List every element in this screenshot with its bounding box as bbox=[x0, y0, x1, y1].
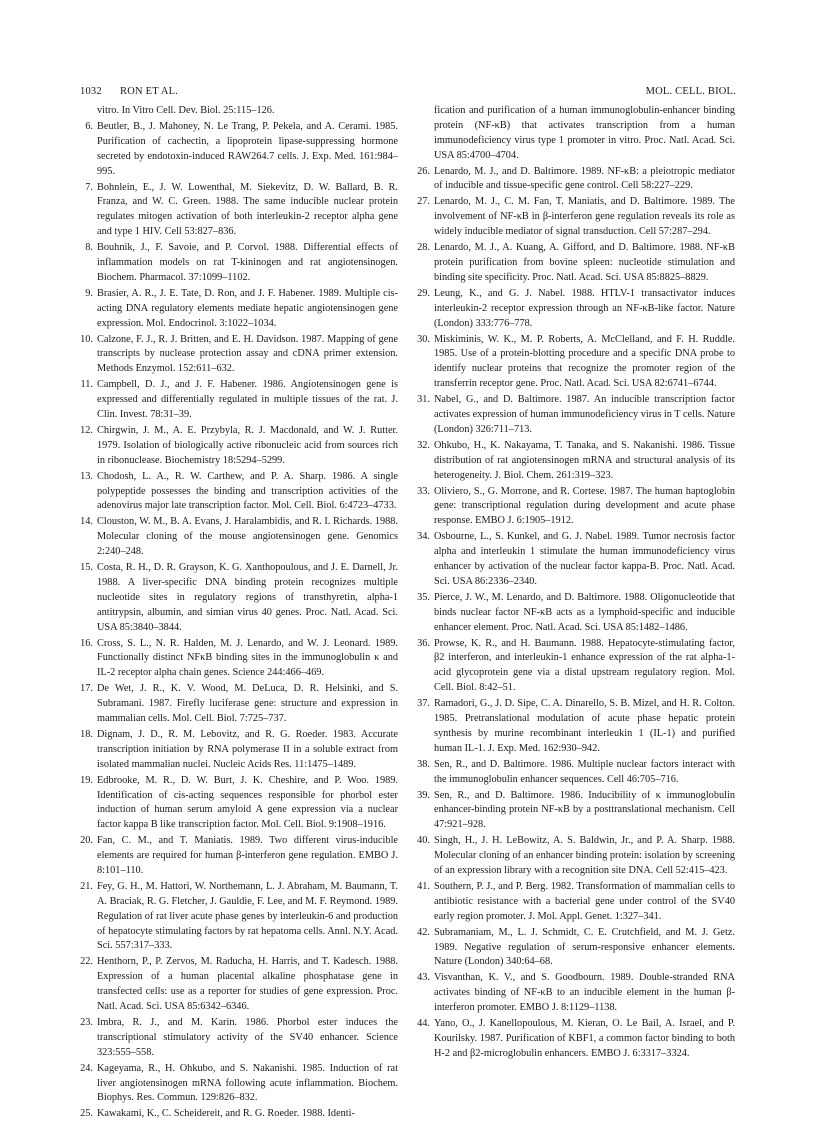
reference-list-left bbox=[80, 120, 398, 1122]
reference-text: Lenardo, M. J., and D. Baltimore. 1989. NF-κB: a pleiotropic mediator of inducible and tissue-specific gene control. Cell 58:227–229. bbox=[434, 165, 735, 192]
reference-text: Pierce, J. W., M. Lenardo, and D. Baltimore. 1988. Oligonucleotide that binds nuclear factor NF-κB acts as a lymphoid-specific and inducible enhancer element. Proc. Natl. Acad. Sci. USA 85:1482–1486. bbox=[434, 591, 735, 633]
reference-text: Ramadori, G., J. D. Sipe, C. A. Dinarello, S. B. Mizel, and H. R. Colton. 1985. Pretranslational modulation of acute phase hepatic protein synthesis by murine recombinant interleukin 1 (IL-1) and purified human IL-1. J. Exp. Med. 162:930–942. bbox=[434, 698, 735, 754]
reference-number: 25. bbox=[80, 1108, 93, 1120]
reference-entry bbox=[417, 195, 735, 240]
reference-entry bbox=[417, 637, 735, 696]
reference-number: 19. bbox=[80, 774, 93, 786]
reference-number: 18. bbox=[80, 729, 93, 741]
reference-text: Costa, R. H., D. R. Grayson, K. G. Xanthopoulous, and J. E. Darnell, Jr. 1988. A liver-specific DNA binding protein recognizes multiple nucleotide sites in regulatory regions of transthyretin, alpha-1 antitrypsin, albumin, and simian virus 40 genes. Proc. Natl. Acad. Sci. USA 85:3840–3844. bbox=[97, 562, 398, 633]
reference-number: 34. bbox=[417, 531, 430, 543]
reference-entry bbox=[417, 439, 735, 484]
reference-entry bbox=[80, 470, 398, 515]
reference-continuation: vitro. In Vitro Cell. Dev. Biol. 25:115–126. bbox=[97, 105, 275, 116]
reference-entry bbox=[417, 834, 735, 879]
reference-number: 40. bbox=[417, 835, 430, 847]
reference-number: 12. bbox=[80, 425, 93, 437]
reference-number: 15. bbox=[80, 562, 93, 574]
reference-entry bbox=[80, 637, 398, 682]
reference-number: 20. bbox=[80, 835, 93, 847]
reference-text: Henthorn, P., P. Zervos, M. Raducha, H. Harris, and T. Kadesch. 1988. Expression of a human placental alkaline phosphatase gene in transfected cells: use as a reporter for studies of gene expression. Proc. Natl. Acad. Sci. USA 85:6342–6346. bbox=[97, 956, 398, 1012]
reference-number: 30. bbox=[417, 333, 430, 345]
reference-number: 44. bbox=[417, 1018, 430, 1030]
reference-number: 38. bbox=[417, 758, 430, 770]
reference-text: Kawakami, K., C. Scheidereit, and R. G. Roeder. 1988. Identi- bbox=[97, 1108, 355, 1120]
reference-number: 41. bbox=[417, 881, 430, 893]
reference-text: Leung, K., and G. J. Nabel. 1988. HTLV-1 transactivator induces interleukin-2 receptor expression through an NF-κB-like factor. Nature (London) 333:776–778. bbox=[434, 287, 735, 329]
reference-entry bbox=[417, 697, 735, 756]
reference-text: Edbrooke, M. R., D. W. Burt, J. K. Cheshire, and P. Woo. 1989. Identification of cis-acting sequences responsible for phorbol ester induction of human serum amyloid A gene expression via a nuclear factor kappa B like transcription factor. Mol. Cell. Biol. 9:1908–1916. bbox=[97, 774, 398, 831]
reference-number: 22. bbox=[80, 956, 93, 968]
reference-text: Sen, R., and D. Baltimore. 1986. Multiple nuclear factors interact with the immunoglobulin enhancer sequences. Cell 46:705–716. bbox=[434, 758, 735, 785]
reference-entry bbox=[417, 333, 735, 392]
reference-entry bbox=[80, 515, 398, 560]
reference-entry bbox=[80, 880, 398, 954]
reference-number: 14. bbox=[80, 516, 93, 528]
reference-entry bbox=[417, 971, 735, 1016]
journal-name: MOL. CELL. BIOL. bbox=[645, 86, 736, 97]
reference-text: Brasier, A. R., J. E. Tate, D. Ron, and J. F. Habener. 1989. Multiple cis-acting DNA regulatory elements mediate hepatic angiotensinogen gene expression. Mol. Endocrinol. 3:1022–1034. bbox=[97, 287, 398, 329]
reference-text: Ohkubo, H., K. Nakayama, T. Tanaka, and S. Nakanishi. 1986. Tissue distribution of rat angiotensinogen mRNA and structural analysis of its heterogeneity. J. Biol. Chem. 261:319–323. bbox=[434, 439, 735, 481]
running-authors: RON ET AL. bbox=[120, 86, 179, 97]
reference-text: Fey, G. H., M. Hattori, W. Northemann, L. J. Abraham, M. Baumann, T. A. Braciak, R. G. Fletcher, J. Gauldie, F. Lee, and M. F. Reymond. 1989. Regulation of rat liver acute phase genes by interleukin-6 and production of hepatocyte stimulating factors by rat hepatoma cells. Annl. N.Y. Acad. Sci. 557:317–333. bbox=[97, 881, 398, 952]
reference-entry bbox=[417, 241, 735, 286]
reference-text: Clouston, W. M., B. A. Evans, J. Haralambidis, and R. I. Richards. 1988. Molecular cloning of the mouse angiotensinogen gene. Genomics 2:240–248. bbox=[97, 516, 398, 558]
reference-number: 36. bbox=[417, 637, 430, 649]
reference-number: 29. bbox=[417, 287, 430, 299]
reference-text: Fan, C. M., and T. Maniatis. 1989. Two different virus-inducible elements are required for human β-interferon gene regulation. EMBO J. 8:101–110. bbox=[97, 835, 398, 876]
reference-entry bbox=[417, 591, 735, 636]
reference-text: Bouhnik, J., F. Savoie, and P. Corvol. 1988. Differential effects of inflammation models on rat T-kininogen and rat angiotensinogen. Biochem. Pharmacol. 37:1099–1102. bbox=[97, 242, 398, 283]
reference-entry bbox=[80, 333, 398, 378]
reference-entry bbox=[80, 561, 398, 635]
reference-entry bbox=[80, 287, 398, 332]
reference-entry bbox=[417, 880, 735, 925]
reference-number: 13. bbox=[80, 470, 93, 482]
reference-entry bbox=[417, 926, 735, 971]
reference-number: 17. bbox=[80, 683, 93, 695]
reference-list-right bbox=[417, 165, 735, 1062]
reference-text: Miskiminis, W. K., M. P. Roberts, A. McClelland, and F. H. Ruddle. 1985. Use of a protein-blotting procedure and a specific DNA probe to identify nuclear proteins that recognize the promoter region of the transferrin receptor gene. Proc. Natl. Acad. Sci. USA 82:6741–6744. bbox=[434, 333, 735, 390]
reference-number: 21. bbox=[80, 881, 93, 893]
reference-number: 37. bbox=[417, 698, 430, 710]
reference-text: Kageyama, R., H. Ohkubo, and S. Nakanishi. 1985. Induction of rat liver angiotensinogen mRNA following acute inflammation. Biochem. Biophys. Res. Commun. 129:826–832. bbox=[97, 1062, 398, 1104]
reference-entry bbox=[417, 758, 735, 788]
reference-text: Visvanthan, K. V., and S. Goodbourn. 1989. Double-stranded RNA activates binding of NF-κB to an inducible element in the human β-interferon promoter. EMBO J. 8:1129–1138. bbox=[434, 972, 735, 1014]
reference-text: Singh, H., J. H. LeBowitz, A. S. Baldwin, Jr., and P. A. Sharp. 1988. Molecular cloning of an enhancer binding protein: isolation by screening of an expression library with a recognition site DNA. Cell 52:415–423. bbox=[434, 835, 735, 876]
reference-entry bbox=[417, 287, 735, 332]
reference-entry bbox=[80, 120, 398, 179]
reference-number: 33. bbox=[417, 485, 430, 497]
reference-entry bbox=[417, 165, 735, 195]
reference-text: Osbourne, L., S. Kunkel, and G. J. Nabel. 1989. Tumor necrosis factor alpha and interleukin 1 stimulate the human immunodeficiency virus enhancer by activation of the nuclear factor kappa-B. Proc. Natl. Acad. Sci. USA 86:2336–2340. bbox=[434, 531, 735, 587]
reference-number: 26. bbox=[417, 165, 430, 177]
reference-entry bbox=[80, 834, 398, 879]
reference-text: Imbra, R. J., and M. Karin. 1986. Phorbol ester induces the transcriptional stimulatory activity of the SV40 enhancer. Science 323:555–558. bbox=[97, 1017, 398, 1058]
reference-entry bbox=[417, 393, 735, 438]
reference-entry bbox=[417, 789, 735, 834]
reference-text: Calzone, F. J., R. J. Britten, and E. H. Davidson. 1987. Mapping of gene transcripts by nuclease protection assay and cDNA primer extension. Methods Enzymol. 152:611–632. bbox=[97, 333, 398, 375]
reference-text: Cross, S. L., N. R. Halden, M. J. Lenardo, and W. J. Leonard. 1989. Functionally distinct NFκB binding sites in the immunoglobulin κ and IL-2 receptor alpha chain genes. Science 244:466–469. bbox=[97, 637, 398, 679]
reference-number: 10. bbox=[80, 333, 93, 345]
reference-number: 16. bbox=[80, 637, 93, 649]
reference-entry bbox=[80, 774, 398, 833]
reference-text: Chodosh, L. A., R. W. Carthew, and P. A. Sharp. 1986. A single polypeptide possesses the binding and transcription activities of the adenovirus major late transcription factor. Mol. Cell. Biol. 6:4723–4733. bbox=[97, 470, 398, 512]
reference-number: 27. bbox=[417, 196, 430, 208]
reference-number: 23. bbox=[80, 1017, 93, 1028]
right-column bbox=[417, 104, 735, 1063]
reference-text: Southern, P. J., and P. Berg. 1982. Transformation of mammalian cells to antibiotic resistance with a bacterial gene under control of the SV40 early region promoter. J. Mol. Appl. Genet. 1:327–341. bbox=[434, 881, 735, 922]
reference-text: Lenardo, M. J., C. M. Fan, T. Maniatis, and D. Baltimore. 1989. The involvement of NF-κB in β-interferon gene regulation reveals its role as widely inducible mediator of signal transduction. Cell 57:287–294. bbox=[434, 196, 735, 238]
reference-text: Lenardo, M. J., A. Kuang, A. Gifford, and D. Baltimore. 1988. NF-κB protein purification from bovine spleen: nucleotide stimulation and binding site specificity. Proc. Natl. Acad. Sci. USA 85:8825–8829. bbox=[434, 242, 735, 283]
reference-text: Yano, O., J. Kanellopoulous, M. Kieran, O. Le Bail, A. Israel, and P. Kourilsky. 1987. Purification of KBF1, a common factor binding to both H-2 and β2-microglobulin enhancers. EMBO J. 6:3317–3324. bbox=[434, 1018, 735, 1059]
reference-number: 31. bbox=[417, 394, 430, 406]
reference-number: 8. bbox=[85, 242, 93, 254]
reference-number: 24. bbox=[80, 1062, 93, 1074]
reference-number: 11. bbox=[80, 379, 93, 391]
reference-entry bbox=[80, 955, 398, 1014]
reference-text: Campbell, D. J., and J. F. Habener. 1986. Angiotensinogen gene is expressed and differentially regulated in multiple tissues of the rat. J. Clin. Invest. 78:31–39. bbox=[97, 379, 398, 420]
reference-entry bbox=[417, 1017, 735, 1062]
left-column bbox=[80, 104, 398, 1123]
reference-entry bbox=[80, 728, 398, 773]
reference-text: Beutler, B., J. Mahoney, N. Le Trang, P. Pekela, and A. Cerami. 1985. Purification of cachectin, a lipoprotein lipase-suppressing hormone secreted by endotoxin-induced RAW264.7 cells. J. Exp. Med. 161:984–995. bbox=[97, 121, 398, 177]
reference-number: 42. bbox=[417, 926, 430, 938]
reference-text: Dignam, J. D., R. M. Lebovitz, and R. G. Roeder. 1983. Accurate transcription initiation by RNA polymerase II in a soluble extract from isolated mammalian nuclei. Nucleic Acids Res. 11:1475–1489. bbox=[97, 729, 398, 770]
reference-entry bbox=[80, 1062, 398, 1107]
reference-entry bbox=[80, 1016, 398, 1061]
reference-entry bbox=[80, 241, 398, 286]
reference-entry bbox=[80, 1107, 398, 1122]
reference-continuation: fication and purification of a human immunoglobulin-enhancer binding protein (NF-κB) that activates transcription from a human immunodeficiency virus type 1 promoter in vitro. Proc. Natl. Acad. Sci. USA 85:4700–4704. bbox=[434, 105, 735, 161]
reference-number: 32. bbox=[417, 439, 430, 451]
reference-entry bbox=[80, 378, 398, 423]
reference-text: De Wet, J. R., K. V. Wood, M. DeLuca, D. R. Helsinki, and S. Subramani. 1987. Firefly luciferase gene: structure and expression in mammalian cells. Mol. Cell. Biol. 7:725–737. bbox=[97, 683, 398, 724]
reference-entry bbox=[417, 485, 735, 530]
reference-number: 6. bbox=[85, 121, 93, 133]
reference-entry bbox=[80, 181, 398, 240]
reference-number: 43. bbox=[417, 972, 430, 984]
reference-text: Bohnlein, E., J. W. Lowenthal, M. Siekevitz, D. W. Ballard, B. R. Franza, and W. C. Green. 1988. The same inducible nuclear protein regulates mitogen activation of both interleukin-2 receptor alpha gene and type 1 HIV. Cell 53:827–836. bbox=[97, 181, 398, 238]
reference-number: 39. bbox=[417, 789, 430, 801]
reference-number: 28. bbox=[417, 242, 430, 254]
reference-text: Prowse, K. R., and H. Baumann. 1988. Hepatocyte-stimulating factor, β2 interferon, and interleukin-1 enhance expression of the rat alpha-1-acid glycoprotein gene via a distal upstream regulatory region. Mol. Cell. Biol. 8:42–51. bbox=[434, 637, 735, 694]
reference-text: Subramaniam, M., L. J. Schmidt, C. E. Crutchfield, and M. J. Getz. 1989. Negative regulation of serum-responsive enhancer elements. Nature (London) 340:64–68. bbox=[434, 926, 735, 968]
reference-entry bbox=[80, 682, 398, 727]
reference-entry bbox=[417, 530, 735, 589]
reference-text: Oliviero, S., G. Morrone, and R. Cortese. 1987. The human haptoglobin gene: transcriptional regulation during development and acute phase response. EMBO J. 6:1905–1912. bbox=[434, 485, 735, 527]
reference-number: 35. bbox=[417, 591, 430, 603]
reference-text: Chirgwin, J. M., A. E. Przybyla, R. J. Macdonald, and W. J. Rutter. 1979. Isolation of biologically active ribonucleic acid from sources rich in ribonuclease. Biochemistry 18:5294–5299. bbox=[97, 425, 398, 466]
reference-number: 9. bbox=[85, 287, 93, 299]
reference-text: Nabel, G., and D. Baltimore. 1987. An inducible transcription factor activates expression of human immunodeficiency virus in T cells. Nature (London) 326:711–713. bbox=[434, 394, 736, 435]
reference-entry bbox=[80, 424, 398, 469]
reference-text: Sen, R., and D. Baltimore. 1986. Inducibility of κ immunoglobulin enhancer-binding protein NF-κB by a posttranslational mechanism. Cell 47:921–928. bbox=[434, 789, 735, 831]
page-number: 1032 bbox=[80, 86, 102, 97]
reference-number: 7. bbox=[85, 181, 93, 193]
